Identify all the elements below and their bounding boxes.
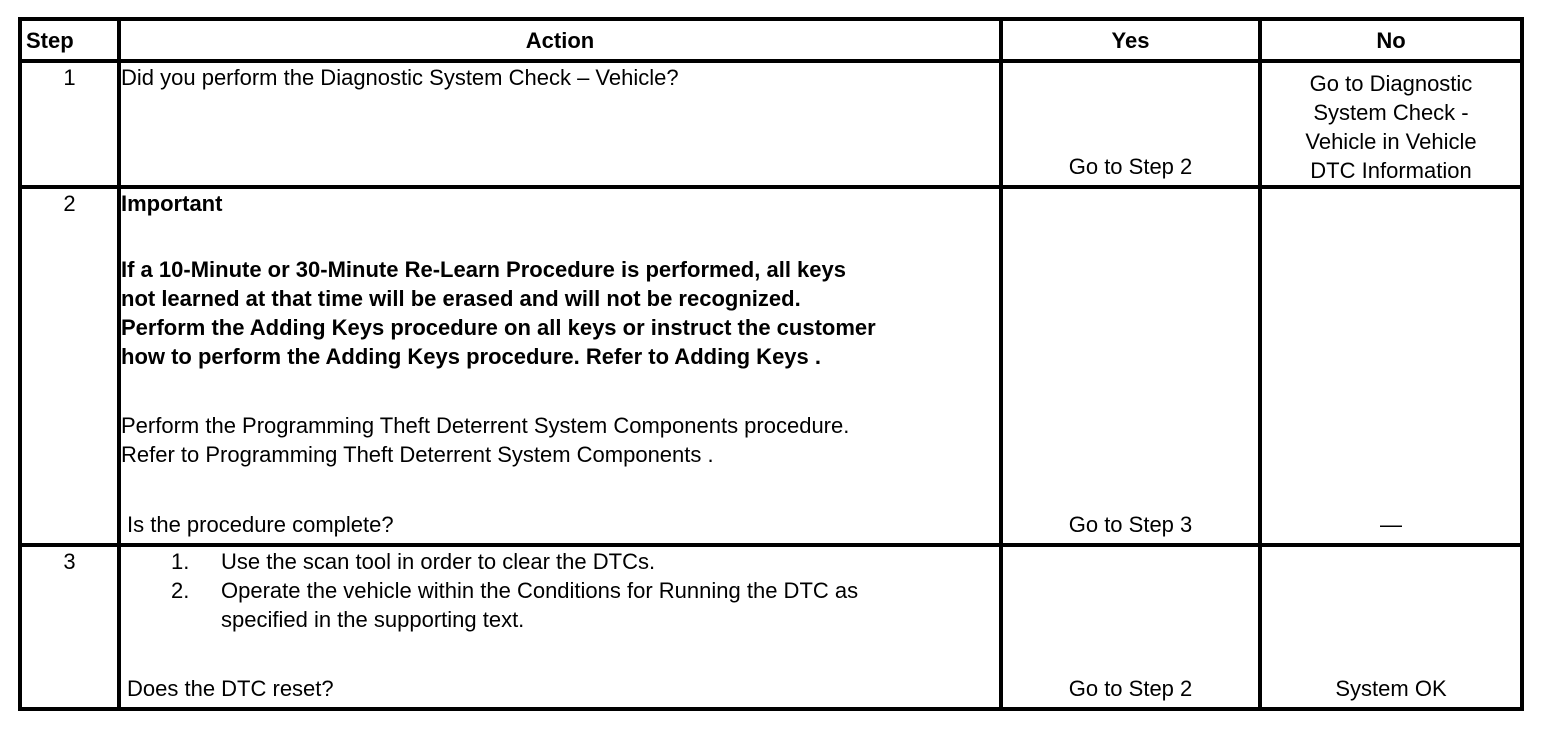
header-action: Action	[119, 19, 1001, 61]
important-line: not learned at that time will be erased and will not be recognized.	[121, 286, 801, 311]
instruction-line: Refer to Programming Theft Deterrent System Components .	[121, 442, 714, 467]
important-line: If a 10-Minute or 30-Minute Re-Learn Procedure is performed, all keys	[121, 257, 846, 282]
important-notice	[121, 255, 999, 371]
header-yes: Yes	[1001, 19, 1260, 61]
no-result-line: Go to Diagnostic	[1309, 71, 1473, 96]
list-item-line: specified in the supporting text.	[221, 607, 525, 632]
action-cell	[119, 545, 1001, 709]
no-cell	[1260, 61, 1522, 187]
action-question: Is the procedure complete?	[127, 512, 394, 537]
no-cell	[1260, 545, 1522, 709]
action-cell	[119, 61, 1001, 187]
yes-result: Go to Step 3	[1068, 512, 1193, 537]
no-cell	[1260, 187, 1522, 545]
yes-cell	[1001, 61, 1260, 187]
yes-result: Go to Step 2	[1068, 154, 1193, 179]
list-item	[121, 547, 999, 576]
header-row	[20, 19, 1522, 61]
action-cell	[119, 187, 1001, 545]
list-item-number: 2.	[171, 578, 190, 603]
action-question: Does the DTC reset?	[127, 676, 334, 701]
list-item-number: 1.	[171, 549, 190, 574]
no-result-line: DTC Information	[1310, 158, 1472, 183]
yes-cell	[1001, 187, 1260, 545]
no-result: —	[1380, 512, 1402, 537]
yes-cell	[1001, 545, 1260, 709]
list-item-line: Operate the vehicle within the Conditions for Running the DTC as	[221, 578, 859, 603]
yes-result: Go to Step 2	[1068, 676, 1193, 701]
important-label: Important	[121, 191, 223, 216]
step-number: 2	[20, 187, 119, 545]
action-question: Did you perform the Diagnostic System Check – Vehicle?	[121, 65, 679, 90]
no-result-line: Vehicle in Vehicle	[1305, 129, 1477, 154]
no-result-line: System Check -	[1313, 100, 1469, 125]
instruction-line: Perform the Programming Theft Deterrent System Components procedure.	[121, 413, 850, 438]
procedure-list	[121, 547, 999, 634]
diagnostic-table	[18, 17, 1524, 711]
step-number: 3	[20, 545, 119, 709]
step-number: 1	[20, 61, 119, 187]
table-row	[20, 545, 1522, 709]
important-line: Perform the Adding Keys procedure on all keys or instruct the customer	[121, 315, 876, 340]
table-row	[20, 61, 1522, 187]
header-no: No	[1260, 19, 1522, 61]
no-result: System OK	[1335, 676, 1447, 701]
no-result	[1262, 63, 1520, 185]
instruction	[121, 411, 999, 469]
list-item	[121, 576, 999, 634]
table-row	[20, 187, 1522, 545]
list-item-line: Use the scan tool in order to clear the DTCs.	[221, 549, 656, 574]
important-line: how to perform the Adding Keys procedure. Refer to Adding Keys .	[121, 344, 821, 369]
header-step: Step	[20, 19, 119, 61]
